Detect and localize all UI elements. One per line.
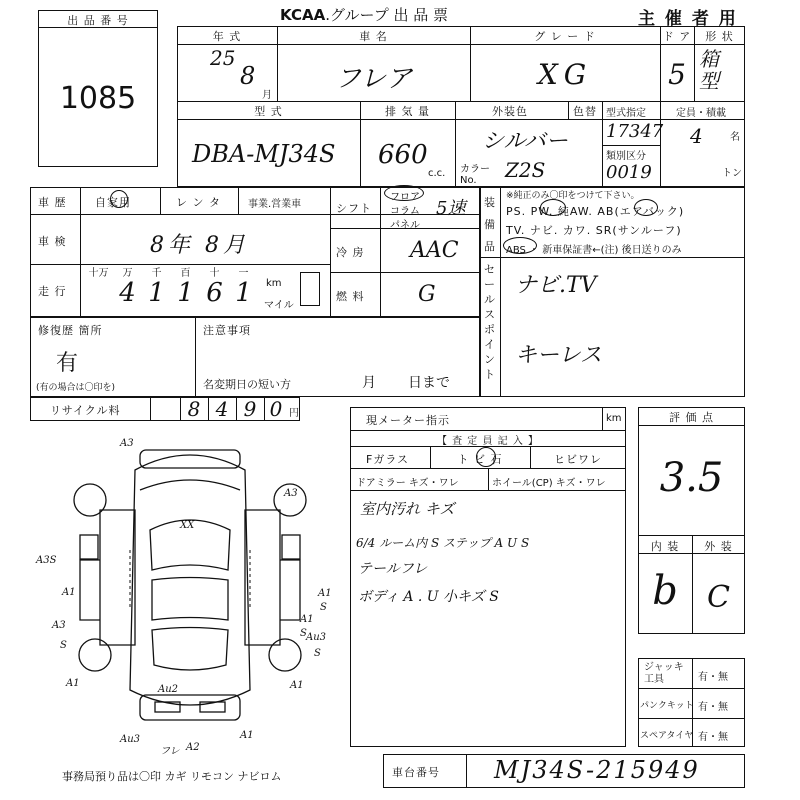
damage-label-a3-front: A3 <box>120 438 134 449</box>
grade-value: XG <box>537 58 593 91</box>
private-circle-mark <box>110 190 128 208</box>
grade-label: グ レ ー ド <box>534 30 596 43</box>
ac-value: AAC <box>410 238 459 263</box>
damage-label-fure-rear: フレ <box>160 746 180 757</box>
notes-label: 注意事項 <box>203 324 251 337</box>
recycle-unit: 円 <box>289 408 299 419</box>
capacity-value: 4 <box>690 124 703 148</box>
damage-label-a3-front-right: A3 <box>284 488 298 499</box>
type-spec-value: 17347 <box>606 121 664 142</box>
windshield-chip: ト ビ 石 <box>457 453 503 466</box>
brand-logo: KCAA <box>280 6 326 24</box>
year-value: 25 <box>210 46 236 70</box>
repair-note: (有の場合は〇印を) <box>36 383 116 393</box>
exterior-grade: C <box>707 580 730 615</box>
damage-label-a1-rear-right: A1 <box>240 730 254 741</box>
equipment-line-2: TV. ナビ. カワ. SR(サンルーフ) <box>506 224 682 237</box>
damage-label-au2-rear: Au2 <box>158 684 179 695</box>
damage-label-a2-rear: A2 <box>186 742 200 753</box>
exterior-color-value: シルバー <box>482 129 568 154</box>
form-header <box>280 4 520 26</box>
damage-label-s-left: S <box>60 640 67 651</box>
year-label: 年 式 <box>212 30 242 43</box>
car-damage-diagram <box>40 430 340 760</box>
damage-label-a1-right-mid: A1 <box>300 614 314 625</box>
damage-label-s-right-mid: S <box>300 628 307 639</box>
lot-number-box <box>38 10 158 167</box>
color-number-label: カラー No. <box>460 164 490 186</box>
damage-label-au3-right: Au3 <box>306 632 327 643</box>
color-number-value: Z2S <box>505 158 546 182</box>
capacity-label: 定員・積載 <box>676 108 726 119</box>
damage-label-a3s-left: A3S <box>36 555 57 566</box>
damage-label-s-right: S <box>320 602 327 613</box>
history-business: 事業.営業車 <box>248 199 302 210</box>
capacity-unit: 名 <box>730 132 740 143</box>
deadline-day: 日まで <box>408 375 450 391</box>
shift-value: 5速 <box>436 198 466 219</box>
sales-points-label: セールスポイント <box>484 263 496 381</box>
damage-label-a3-left-mid: A3 <box>52 620 66 631</box>
damage-label-a1-right-rear: A1 <box>290 680 304 691</box>
shift-option-column: コラム <box>390 206 420 217</box>
puncture-kit-label: パンクキット <box>640 701 694 711</box>
repair-value: 有 <box>56 351 79 376</box>
exterior-color-label: 外装色 <box>492 105 528 118</box>
meter-label: 現メーター指示 <box>366 414 450 427</box>
car-name-label: 車 名 <box>359 30 388 43</box>
spare-tire-label: スペアタイヤ <box>640 731 694 741</box>
chassis-number: MJ34S-215949 <box>494 756 700 784</box>
history-rental: レ ン タ <box>176 196 221 209</box>
equipment-circle-pw <box>540 199 566 216</box>
deadline-month: 月 <box>362 375 376 391</box>
equipment-circle-ab <box>634 199 658 216</box>
equipment-circle-abs <box>503 237 537 254</box>
meter-unit: km <box>606 413 622 424</box>
sales-point-2: キーレス <box>515 343 602 368</box>
damage-label-a1-left-rear: A1 <box>66 678 80 689</box>
type-spec-label: 型式指定 <box>606 108 646 119</box>
inspector-section-title: 【 査 定 員 記 入 】 <box>436 436 540 447</box>
body-value: 箱型 <box>699 47 719 93</box>
body-label: 形 状 <box>705 30 734 43</box>
mileage-digits: 十万 万 千 百 十 一 4 1 1 6 1 <box>88 268 252 308</box>
rating-label: 評 価 点 <box>669 411 714 424</box>
jack-label: ジャッキ工具 <box>644 662 684 685</box>
doors-value: 5 <box>668 58 686 91</box>
mileage-label: 走 行 <box>38 285 67 298</box>
spare-yes-no: 有・無 <box>698 732 728 743</box>
km-label: km <box>266 278 282 289</box>
shift-label: シフト <box>336 202 372 215</box>
inspector-line-1: 室内汚れ キズ <box>360 500 455 518</box>
fuel-label: 燃 料 <box>336 290 365 303</box>
equipment-label: 装 備 品 <box>484 196 496 253</box>
form-title: .グループ 出 品 票 <box>325 6 449 24</box>
damage-label-s-right-low: S <box>314 648 321 659</box>
wheel-label: ホイール(CP) キズ・ワレ <box>492 478 606 489</box>
recycle-label: リサイクル料 <box>50 404 121 417</box>
lot-number-label: 出 品 番 号 <box>39 12 157 28</box>
mile-label: マイル <box>264 300 294 311</box>
fuel-value: G <box>418 282 436 307</box>
chip-circle-mark <box>476 447 496 467</box>
car-name-value: フレア <box>335 64 412 94</box>
class-label: 類別区分 <box>606 151 646 162</box>
damage-label-a1-left: A1 <box>62 587 76 598</box>
doors-label: ド ア <box>662 30 692 43</box>
equipment-line-1: PS. PW. 純AW. AB(エアバック) <box>506 205 685 218</box>
month-value: 8 <box>240 62 256 90</box>
displacement-label: 排 気 量 <box>385 105 430 118</box>
history-label: 車 歴 <box>38 196 67 209</box>
door-mirror-label: ドアミラー キズ・ワレ <box>356 478 459 489</box>
model-label: 型 式 <box>254 105 283 118</box>
windshield-crack: ヒビワレ <box>554 453 602 466</box>
shift-option-floor: フロア <box>390 192 420 203</box>
repair-label: 修復歴 箇所 <box>38 324 103 337</box>
month-unit: 月 <box>262 90 272 101</box>
inspector-line-2: 6/4 ルーム内 S ステップ A U S <box>356 536 530 550</box>
shift-circle-mark <box>384 185 424 201</box>
rating-value: 3.5 <box>659 455 724 501</box>
mile-checkbox <box>300 272 320 306</box>
inspector-line-3: テールフレ <box>358 561 428 577</box>
organizer-copy-label: 主 催 者 用 <box>638 9 738 29</box>
history-private: 自家用 <box>95 196 131 209</box>
ac-label: 冷 房 <box>336 246 365 259</box>
sales-point-1: ナビ.TV <box>515 273 597 298</box>
model-value: DBA-MJ34S <box>192 140 336 168</box>
color-change-label: 色替 <box>573 105 597 118</box>
damage-label-a1-right: A1 <box>318 588 332 599</box>
interior-label: 内 装 <box>650 540 680 553</box>
interior-grade: b <box>652 568 678 614</box>
inspection-label: 車 検 <box>38 235 67 248</box>
deadline-label: 名変期日の短い方 <box>203 378 291 391</box>
load-unit: トン <box>722 168 742 179</box>
inspector-line-4: ボディ A . U 小キズ S <box>358 589 499 605</box>
damage-label-xx-roof: XX <box>180 520 195 531</box>
displacement-unit: c.c. <box>428 168 446 179</box>
puncture-yes-no: 有・無 <box>698 702 728 713</box>
jack-yes-no: 有・無 <box>698 672 728 683</box>
inspection-value: 8年 8月 <box>150 233 249 258</box>
equipment-line-3: ABS ・ 新車保証書←(注) 後日送りのみ <box>506 245 682 256</box>
chassis-label: 車台番号 <box>392 766 440 779</box>
displacement-value: 660 <box>378 140 428 170</box>
equipment-note: ※純正のみ〇印をつけて下さい。 <box>506 191 640 201</box>
windshield-label: Fガラス <box>366 453 409 466</box>
exterior-label: 外 装 <box>704 540 733 553</box>
damage-label-au3-rear: Au3 <box>120 734 141 745</box>
office-items-note: 事務局預り品は〇印 カギ リモコン ナビロム <box>62 770 282 783</box>
class-value: 0019 <box>606 162 652 183</box>
lot-number: 1085 <box>59 81 137 116</box>
shift-option-panel: パネル <box>390 220 420 231</box>
